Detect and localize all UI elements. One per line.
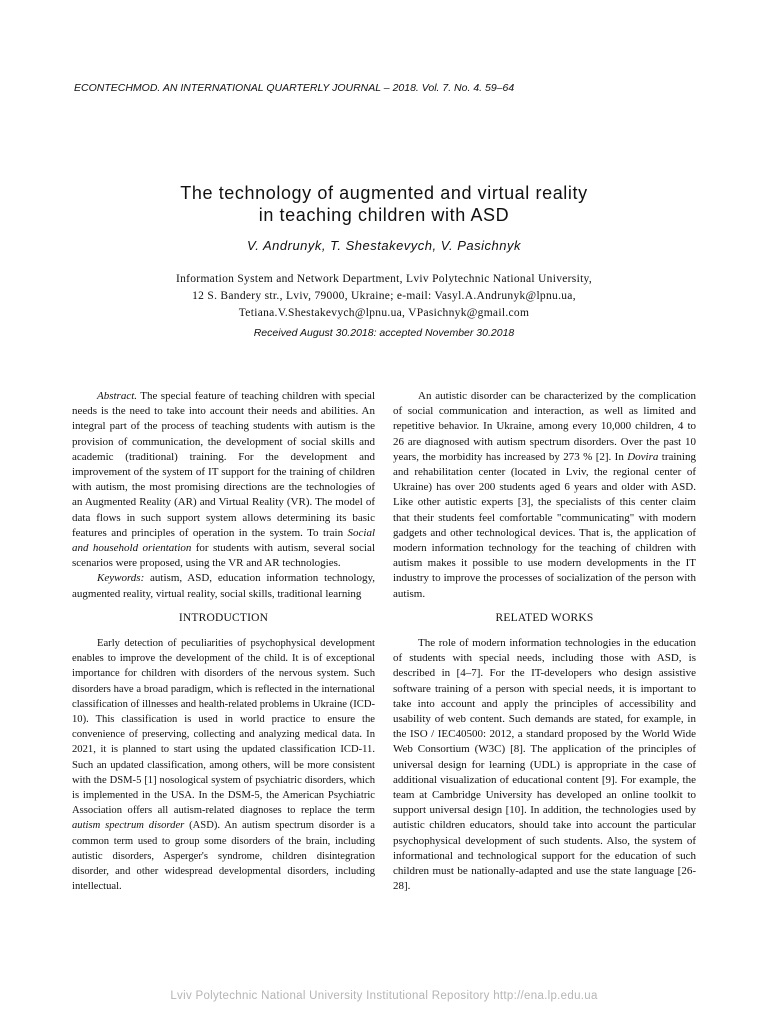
received-dates: Received August 30.2018: accepted November 30.2018 [253,327,515,339]
abstract: Abstract. The special feature of teaching children with special needs is the need to take into account their needs and abilities. An integral part of the process of teaching students with autism is the provision of communication, the development of social skills and academic (traditional) training. For the development and improvement of the system of IT support for the training of children with autism, the most promising directions are the technologies of an Augmented Reality (AR) and Virtual Reality (VR). The model of data flows in such support system allows determining its basic features and principles of operation in the system. To train Social and household orientation for students with autism, several social scenarios were proposed, using the VR and AR technologies. [72,390,375,570]
affiliation-line-3: Tetiana.V.Shestakevych@lpnu.ua, VPasichnyk@gmail.com [238,307,530,319]
introduction-heading: INTRODUCTION [178,611,269,624]
journal-header: ECONTECHMOD. AN INTERNATIONAL QUARTERLY JOURNAL – 2018. Vol. 7. No. 4. 59–64 [74,82,515,94]
right-column [393,389,696,895]
introduction-italic-phrase: autism spectrum disorder [72,820,185,832]
related-works-heading: RELATED WORKS [495,611,594,624]
keywords: Keywords: autism, ASD, education information technology, augmented reality, virtual reality, social skills, traditional learning [72,572,375,600]
introduction-paragraph: Early detection of peculiarities of psychophysical development enables to improve the development of the child. It is of exceptional importance for children with disorders of the nervous system. Such disorders have a broad paradigm, which is reflected in the international classification of illnesses and health-related problems in Ukraine (ICD-10). This classification is used in world practice to ensure the convenience of preserving, collecting and analyzing medical data. In 2021, it is planned to start using the updated classification ICD-11. Such an updated classification, among others, will be more consistent with the DSM-5 [1] nosological system of psychiatric disorders, which is implemented in the USA. In the DSM-5, the American Psychiatric Association offers all autism-related diagnoses to replace the term autism spectrum disorder (ASD). An autism spectrum disorder is a common term used to group some disorders of the brain, including autistic disorders, Asperger's syndrome, children disintegration disorder, and other widespread developmental disorders, including intellectual. [72,638,375,893]
repository-footer: Lviv Polytechnic National University Institutional Repository http://ena.lp.edu.ua [170,990,598,1002]
abstract-label: Abstract. [97,390,138,402]
authors: V. Andrunyk, T. Shestakevych, V. Pasichnyk [247,238,521,253]
title-line-2: in teaching children with ASD [258,205,510,225]
left-column [72,389,375,895]
abstract-italic-phrase: Social and household orientation [72,526,375,555]
keywords-label: Keywords: [97,572,145,585]
affiliation-line-1: Information System and Network Department, Lviv Polytechnic National University, [175,273,593,285]
related-works-paragraph: The role of modern information technologies in the education of students with special needs, including those with ASD, is described in [4–7]. For the IT-developers who design assistive software training of a person with special needs, it is important to take into account and apply the principles of accessibility and usability of web content. Such demands are stated, for example, in the ISO / IEC40500: 2012, a standard proposed by the World Wide Web Consortium (W3C) [8]. The application of the principles of universal design for learning (UDL) is appropriate in the case of additional visualization of educational content [9]. For example, the team at Cambridge University has developed an online toolkit to support universal design [10]. In addition, the technologies used by autistic children educators, should take into account the particular psychophysical development of such students. Also, the system of informational and technological support for the education of such children must be nationally-adapted and use the state language [26-28]. [393,637,696,893]
affiliation [0,271,768,322]
autistic-disorder-paragraph: An autistic disorder can be characterized by the complication of social communication and interaction, as well as limited and repetitive behavior. In Ukraine, among every 10,000 children, 4 to 26 are diagnosed with autism spectrum disorders. Over the past 10 years, the morbidity has increased by 273 % [2]. In Dovira training and rehabilitation center (located in Lviv, the regional center of Ukraine) has over 200 students aged 6 years and older with ASD. Like other autistic experts [3], the specialists of this center claim that their students feel comfortable "communicating" with modern gadgets and other technological devices. That is, the application of modern information technology for the teaching of children with autism makes it possible to use modern developments in the IT industry to improve the processes of socialization of the person with autism. [393,390,696,600]
paper-title [0,182,768,226]
title-line-1: The technology of augmented and virtual reality [180,183,588,203]
dovira-italic: Dovira [627,450,659,463]
affiliation-line-2: 12 S. Bandery str., Lviv, 79000, Ukraine; e-mail: Vasyl.A.Andrunyk@lpnu.ua, [192,290,576,302]
